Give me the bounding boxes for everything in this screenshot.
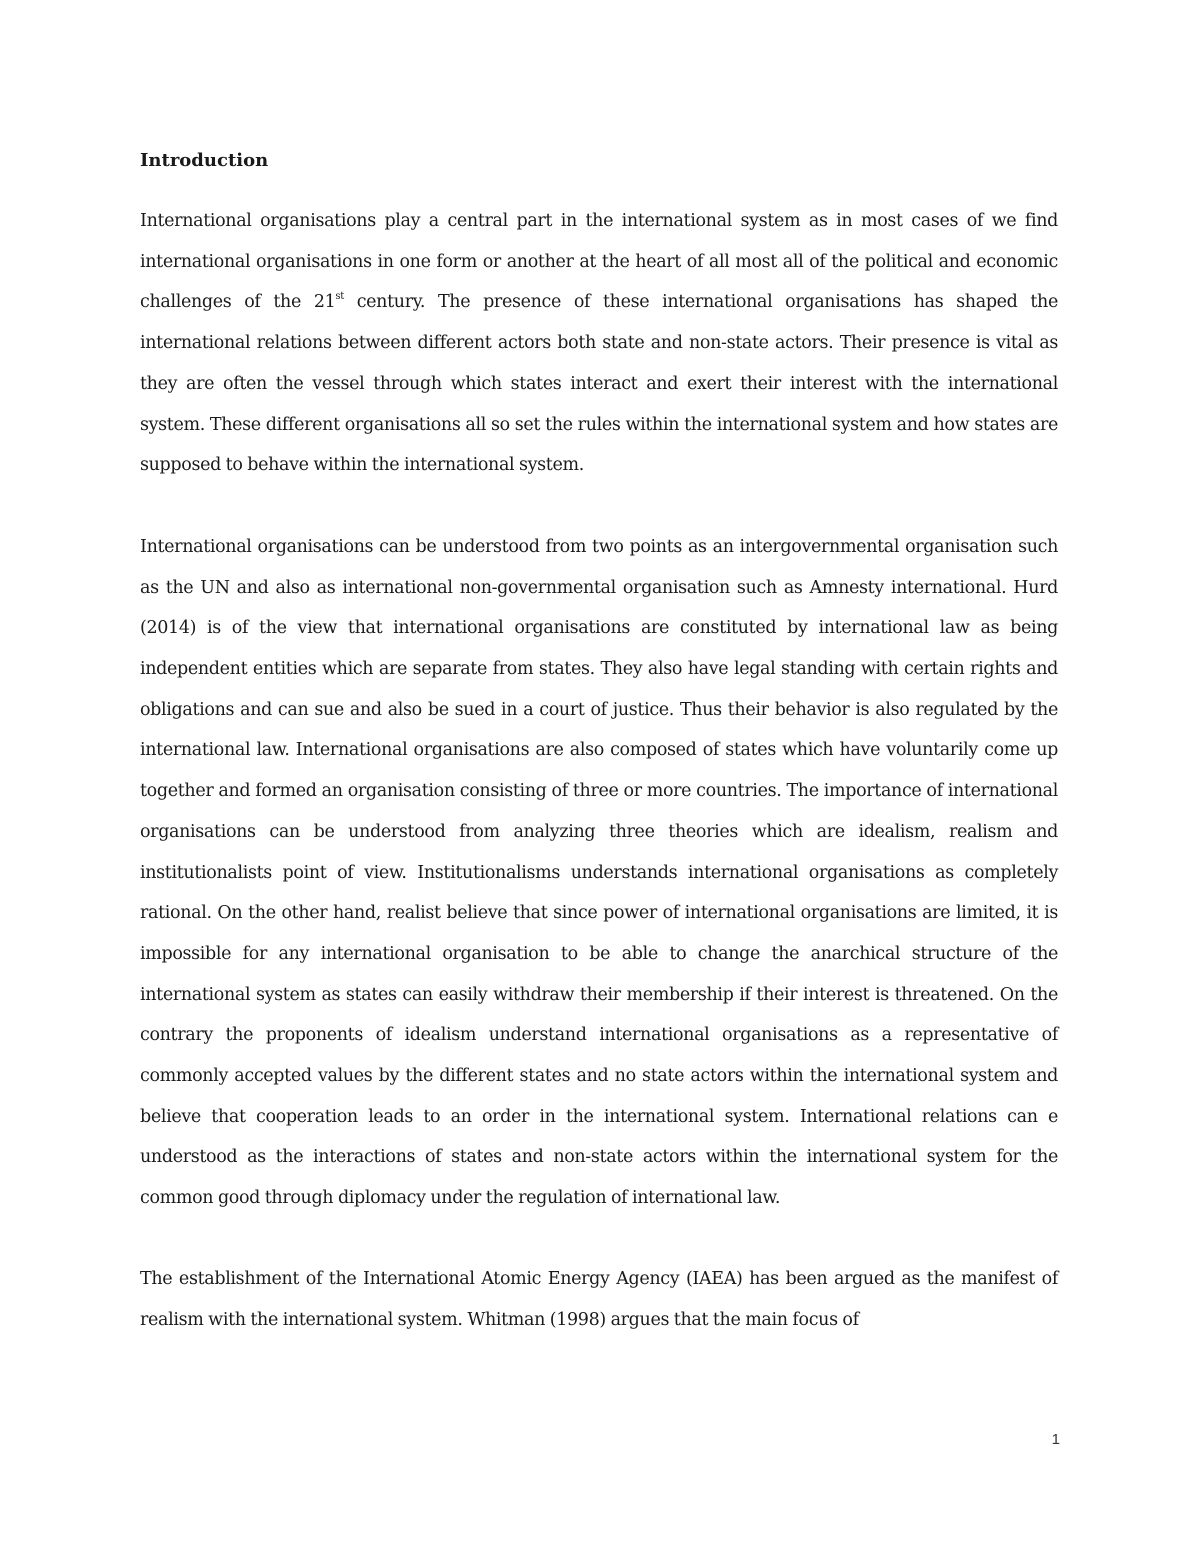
paragraph-intro-text-end: century. The presence of these international organisations has shaped the international relations between different actors both state and non-state actors. Their presence is vital as they are often the vessel through which states interact and exert their interest with the international system. These different organisations all so set the rules within the international system and how states are supposed to behave within the international system. xyxy=(140,292,1058,476)
paragraph-definitions: International organisations can be understood from two points as an intergovernmental organisation such as the UN and also as international non-governmental organisation such as Amnesty international. Hurd (2014) is of the view that international organisations are constituted by international law as being independent entities which are separate from states. They also have legal standing with certain rights and obligations and can sue and also be sued in a court of justice. Thus their behavior is also regulated by the international law. International organisations are also composed of states which have voluntarily come up together and formed an organisation consisting of three or more countries. The importance of international organisations can be understood from analyzing three theories which are idealism, realism and institutionalists point of view. Institutionalisms understands international organisations as completely rational. On the other hand, realist believe that since power of international organisations are limited, it is impossible for any international organisation to be able to change the anarchical structure of the international system as states can easily withdraw their membership if their interest is threatened. On the contrary the proponents of idealism understand international organisations as a representative of commonly accepted values by the different states and no state actors within the international system and believe that cooperation leads to an order in the international system. International relations can e understood as the interactions of states and non-state actors within the international system for the common good through diplomacy under the regulation of international law. xyxy=(140,536,1058,1209)
page-number: 1 xyxy=(1051,1431,1060,1448)
paragraph-intro-text-start: International organisations play a central part in the international system as in most cases of we find international organisations in one form or another at the heart of all most all of the political and economic challenges of the 21 xyxy=(140,211,1058,313)
paragraph-iaea: The establishment of the International Atomic Energy Agency (IAEA) has been argued as the manifest of realism with the international system. Whitman (1998) argues that the main focus of xyxy=(140,1268,1058,1330)
ordinal-superscript: st xyxy=(335,291,344,303)
section-heading: Introduction xyxy=(140,150,269,171)
document-body xyxy=(140,143,1058,1340)
paragraph-intro xyxy=(140,201,1058,486)
